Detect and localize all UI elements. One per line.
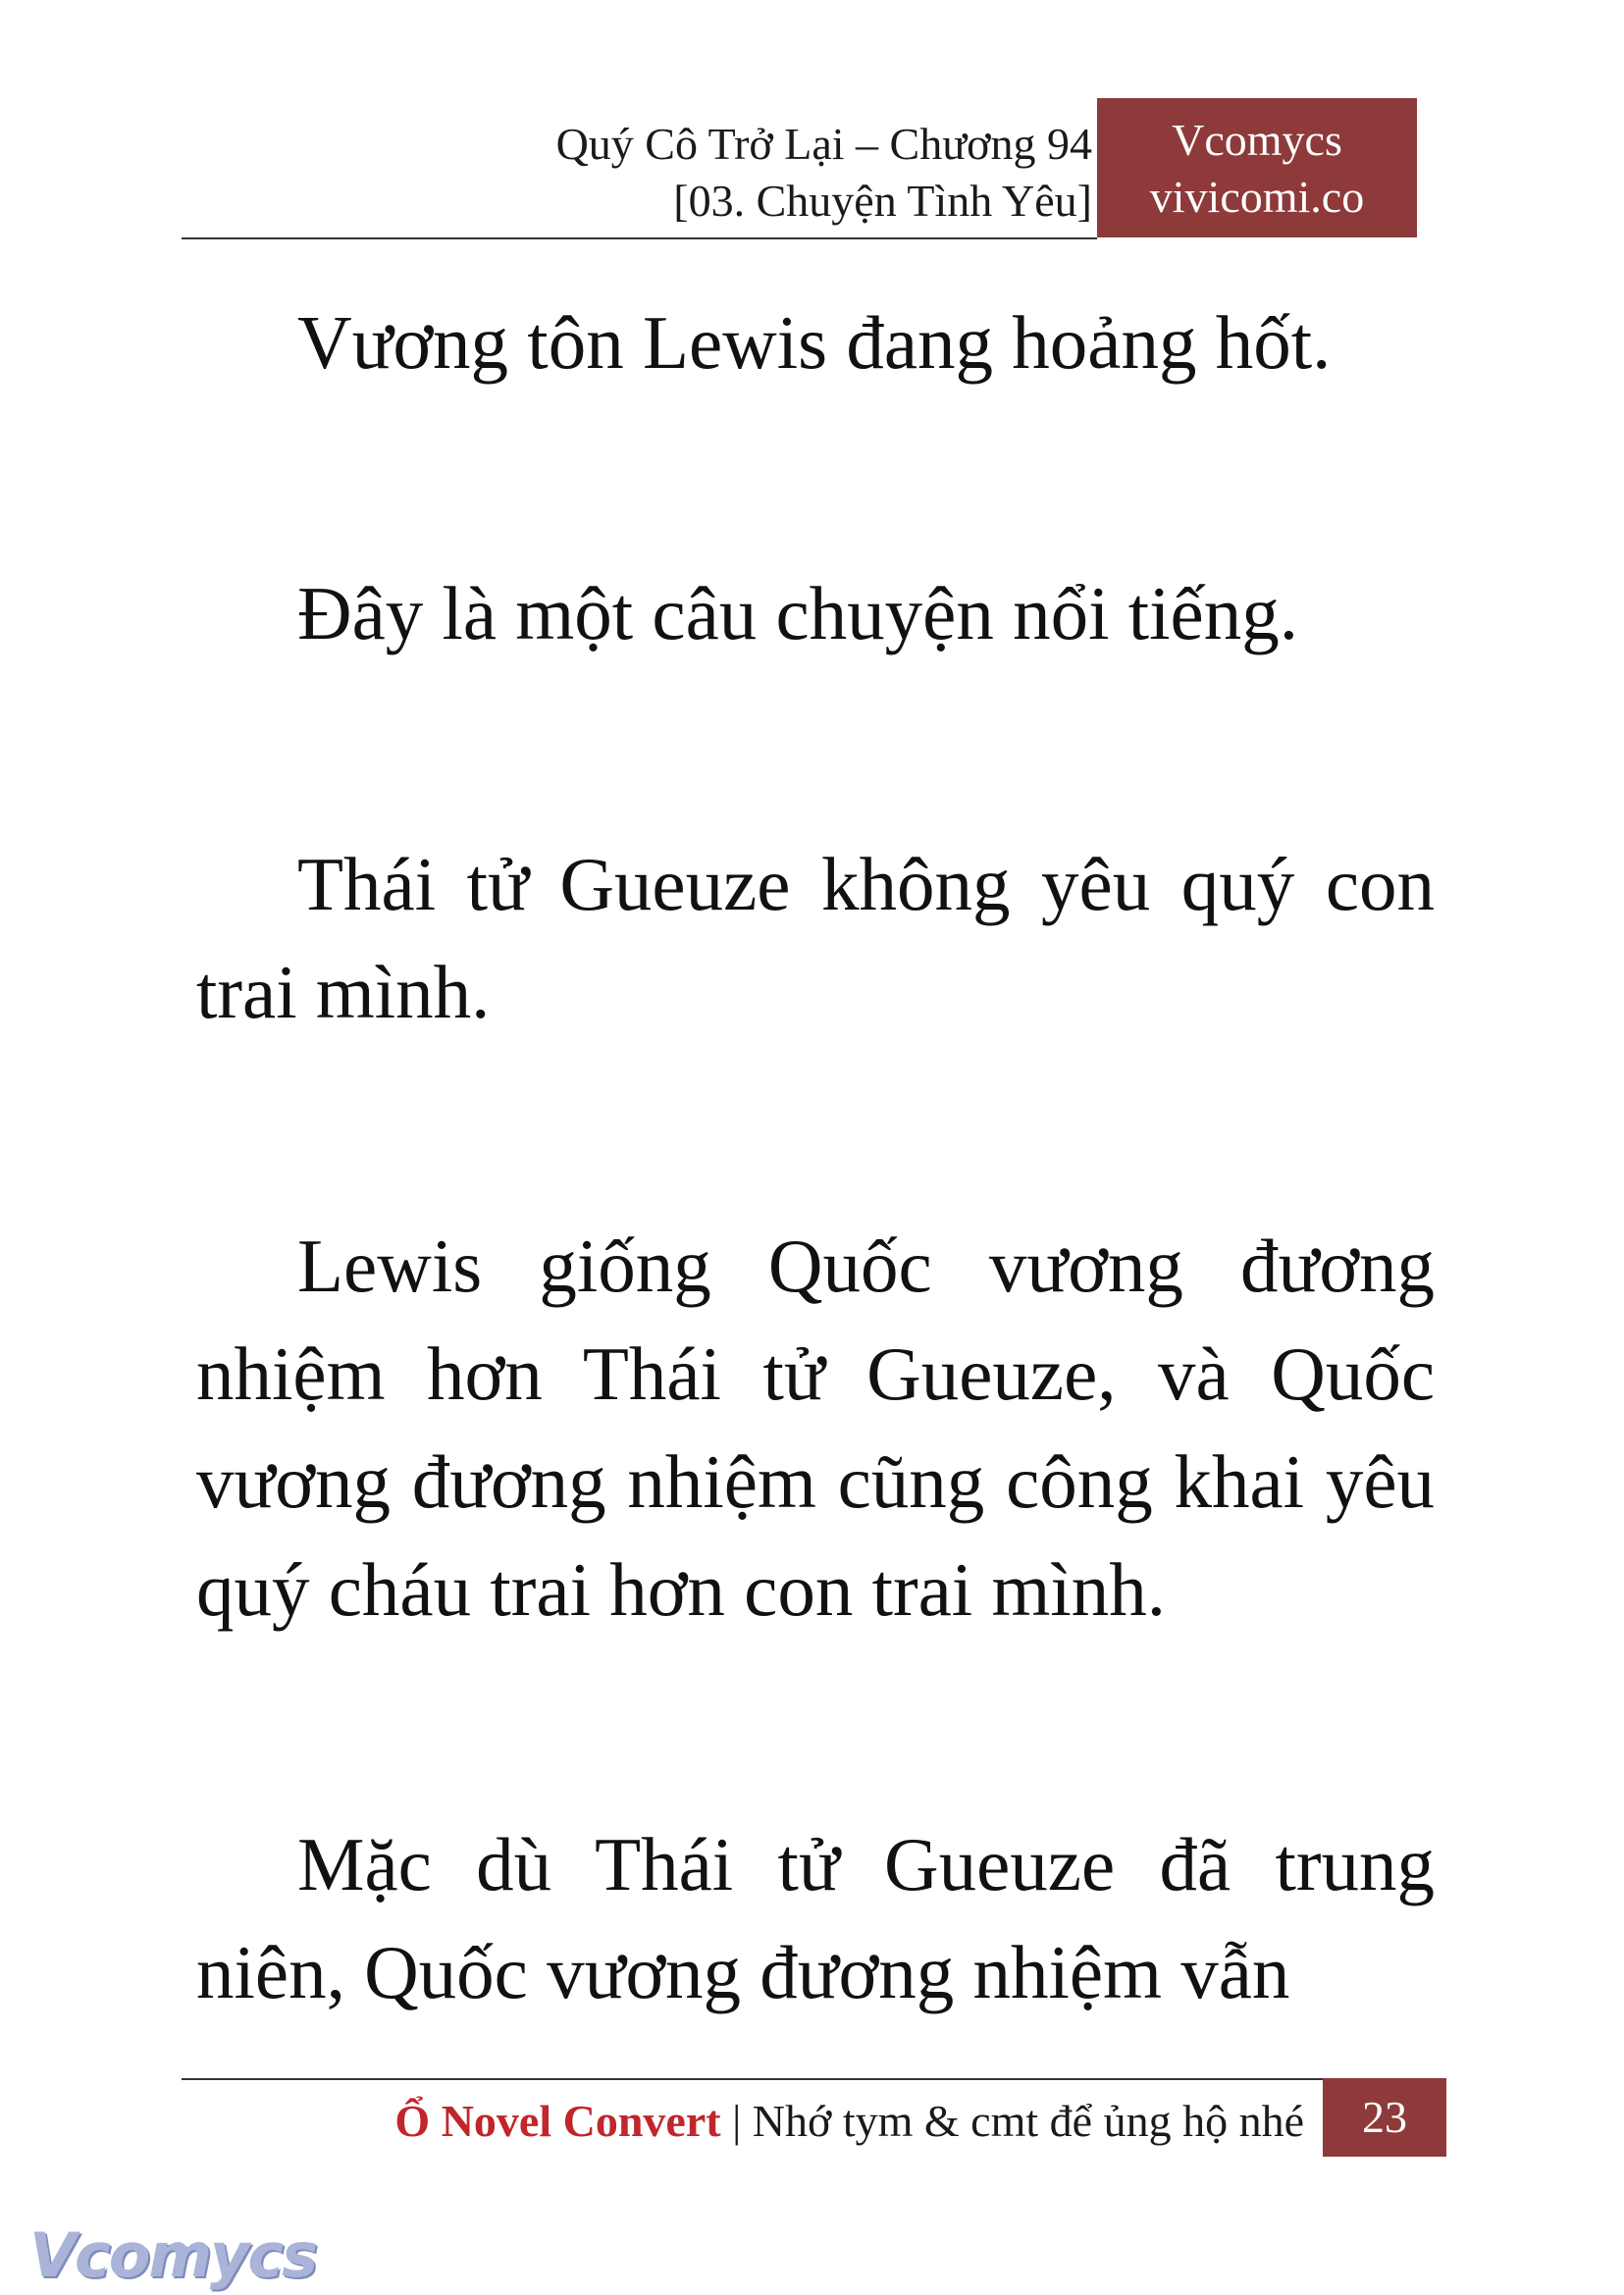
page-number: 23 [1323, 2078, 1446, 2157]
paragraph: Mặc dù Thái tử Gueuze đã trung niên, Quốc vương đương nhiệm vẫn [196, 1822, 1435, 2014]
paragraph: Vương tôn Lewis đang hoảng hốt. [297, 300, 1332, 385]
footer [394, 2082, 1304, 2161]
paragraph: Thái tử Gueuze không yêu quý con trai mình. [196, 842, 1435, 1034]
header-divider [182, 237, 1097, 239]
chapter-title: Quý Cô Trở Lại – Chương 94 [555, 119, 1092, 169]
chapter-subtitle: [03. Chuyện Tình Yêu] [673, 176, 1092, 226]
footer-brand: Ổ Novel Convert [394, 2096, 721, 2146]
site-badge-name: Vcomycs [1172, 115, 1342, 165]
footer-separator: | [732, 2096, 742, 2146]
watermark-logo: Vcomycs [29, 2219, 317, 2291]
paragraph: Đây là một câu chuyện nổi tiếng. [297, 571, 1298, 655]
paragraph: Lewis giống Quốc vương đương nhiệm hơn Thái tử Gueuze, và Quốc vương đương nhiệm cũng công khai yêu quý cháu trai hơn con trai mình. [196, 1224, 1435, 1632]
chapter-header [556, 116, 1092, 230]
site-badge [1097, 98, 1417, 237]
footer-note: Nhớ tym & cmt để ủng hộ nhé [752, 2096, 1304, 2146]
footer-divider [182, 2078, 1446, 2080]
site-badge-url: vivicomi.co [1149, 172, 1365, 222]
